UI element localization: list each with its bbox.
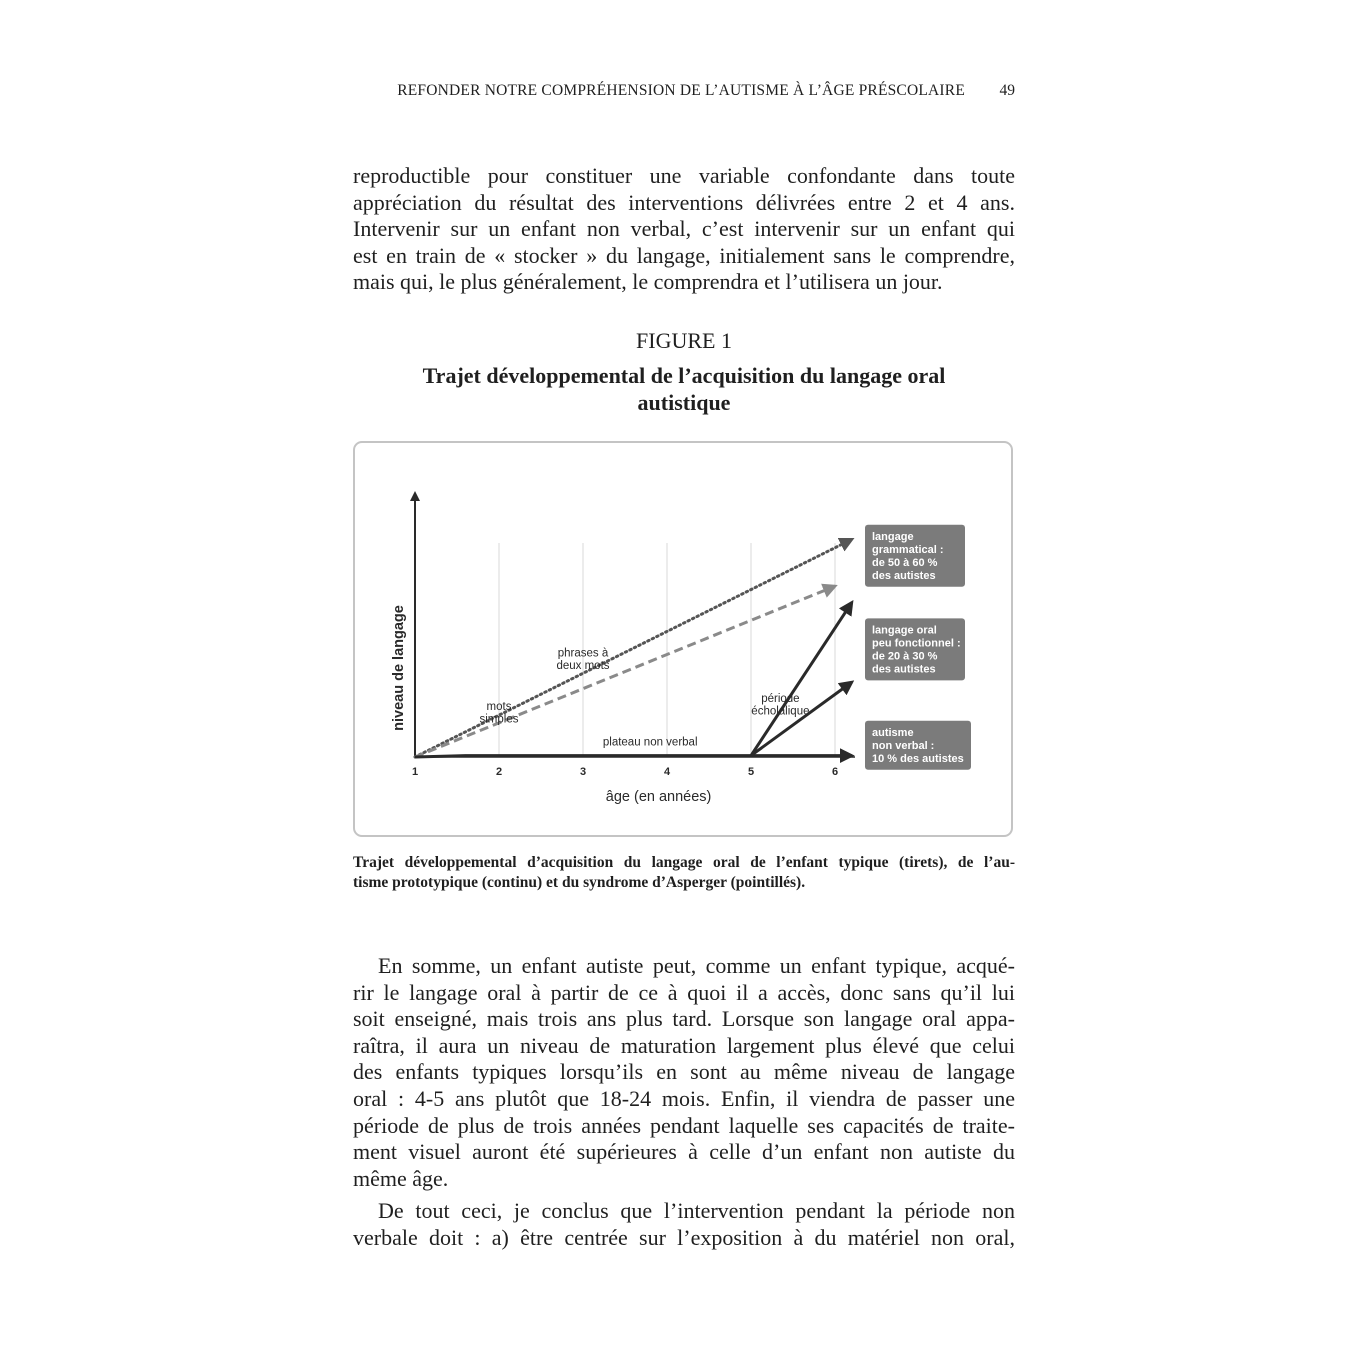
text-line: oral : 4-5 ans plutôt que 18-24 mois. Enfin, il viendra de passer une [353, 1085, 1015, 1111]
x-tick-label: 5 [747, 766, 755, 778]
annotation-label: période écholalique [751, 693, 810, 718]
text-line: est en train de « stocker » du langage, initialement sans le comprendre, [353, 242, 1015, 268]
paragraph-top [353, 163, 1015, 296]
x-tick-label: 4 [663, 766, 671, 778]
text-line: mais qui, le plus généralement, le comprendra et l’utilisera un jour. [353, 269, 943, 295]
text-line: des enfants typiques lorsqu’ils en sont au même niveau de langage [353, 1059, 1015, 1085]
text-line: même âge. [353, 1165, 449, 1191]
caption-line: Trajet développemental d’acquisition du langage oral de l’enfant typique (tirets), de l’au- [353, 854, 1015, 871]
outcome-box-text: autisme non verbal : 10 % des autistes [872, 726, 964, 765]
series-line-dashed [415, 586, 835, 757]
text-line: En somme, un enfant autiste peut, comme un enfant typique, acqué- [378, 953, 1015, 978]
annotation-label: phrases à deux mots [556, 647, 610, 672]
running-head [353, 82, 1015, 104]
figure-title-line: Trajet développemental de l’acquisition du langage oral [422, 363, 946, 388]
text-line: ment visuel auront été supérieures à celle d’un enfant non autiste du [353, 1139, 1015, 1165]
annotation-label: plateau non verbal [602, 736, 698, 749]
annotation-label: mots simples [479, 701, 519, 726]
language-trajectory-chart [355, 443, 1011, 835]
figure-box [353, 441, 1013, 837]
figure-title [353, 362, 1015, 416]
text-line: rir le langage oral à partir de ce à quoi il a accès, donc sans qu’il lui [353, 979, 1015, 1005]
figure-label: FIGURE 1 [636, 328, 732, 353]
paragraph-bottom-2 [353, 1198, 1015, 1251]
figure-caption [353, 853, 1015, 893]
x-axis-label: âge (en années) [605, 789, 712, 805]
running-title: REFONDER NOTRE COMPRÉHENSION DE L’AUTISME À L’ÂGE PRÉSCOLAIRE [397, 82, 965, 99]
x-tick-label: 3 [579, 766, 587, 778]
text-line: reproductible pour constituer une variable confondante dans toute [353, 163, 1015, 188]
axes [391, 493, 855, 805]
text-line: raîtra, il aura un niveau de maturation largement plus élevé que celui [353, 1032, 1015, 1058]
series-line-solid [415, 756, 852, 757]
chart-labels [480, 647, 810, 748]
figure-title-line: autistique [637, 390, 731, 415]
outcome-box-text: langage grammatical : de 50 à 60 % des autistes [872, 530, 944, 582]
text-line: soit enseigné, mais trois ans plus tard. Lorsque son langage oral appa- [353, 1006, 1015, 1032]
paragraph-bottom-1 [353, 953, 1015, 1192]
text-line: Intervenir sur un enfant non verbal, c’est intervenir sur un enfant qui [353, 216, 1015, 242]
x-tick-label: 6 [831, 766, 839, 778]
y-axis-label: niveau de langage [391, 605, 407, 731]
x-tick-label: 2 [495, 766, 503, 778]
text-line: appréciation du résultat des interventions délivrées entre 2 et 4 ans. [353, 189, 1015, 215]
page-number: 49 [999, 82, 1015, 99]
text-line: De tout ceci, je conclus que l’intervention pendant la période non [378, 1198, 1015, 1223]
outcome-boxes [865, 525, 971, 770]
caption-line: tisme prototypique (continu) et du syndrome d’Asperger (pointillés). [353, 874, 806, 891]
gridlines [499, 543, 835, 757]
text-line: verbale doit : a) être centrée sur l’exposition à du matériel non oral, [353, 1224, 1015, 1250]
x-tick-label: 1 [411, 766, 419, 778]
outcome-box-text: langage oral peu fonctionnel : de 20 à 30 % des autistes [872, 624, 961, 676]
series-line-solid [751, 603, 852, 756]
text-line: période de plus de trois années pendant laquelle ses capacités de traite- [353, 1112, 1015, 1138]
